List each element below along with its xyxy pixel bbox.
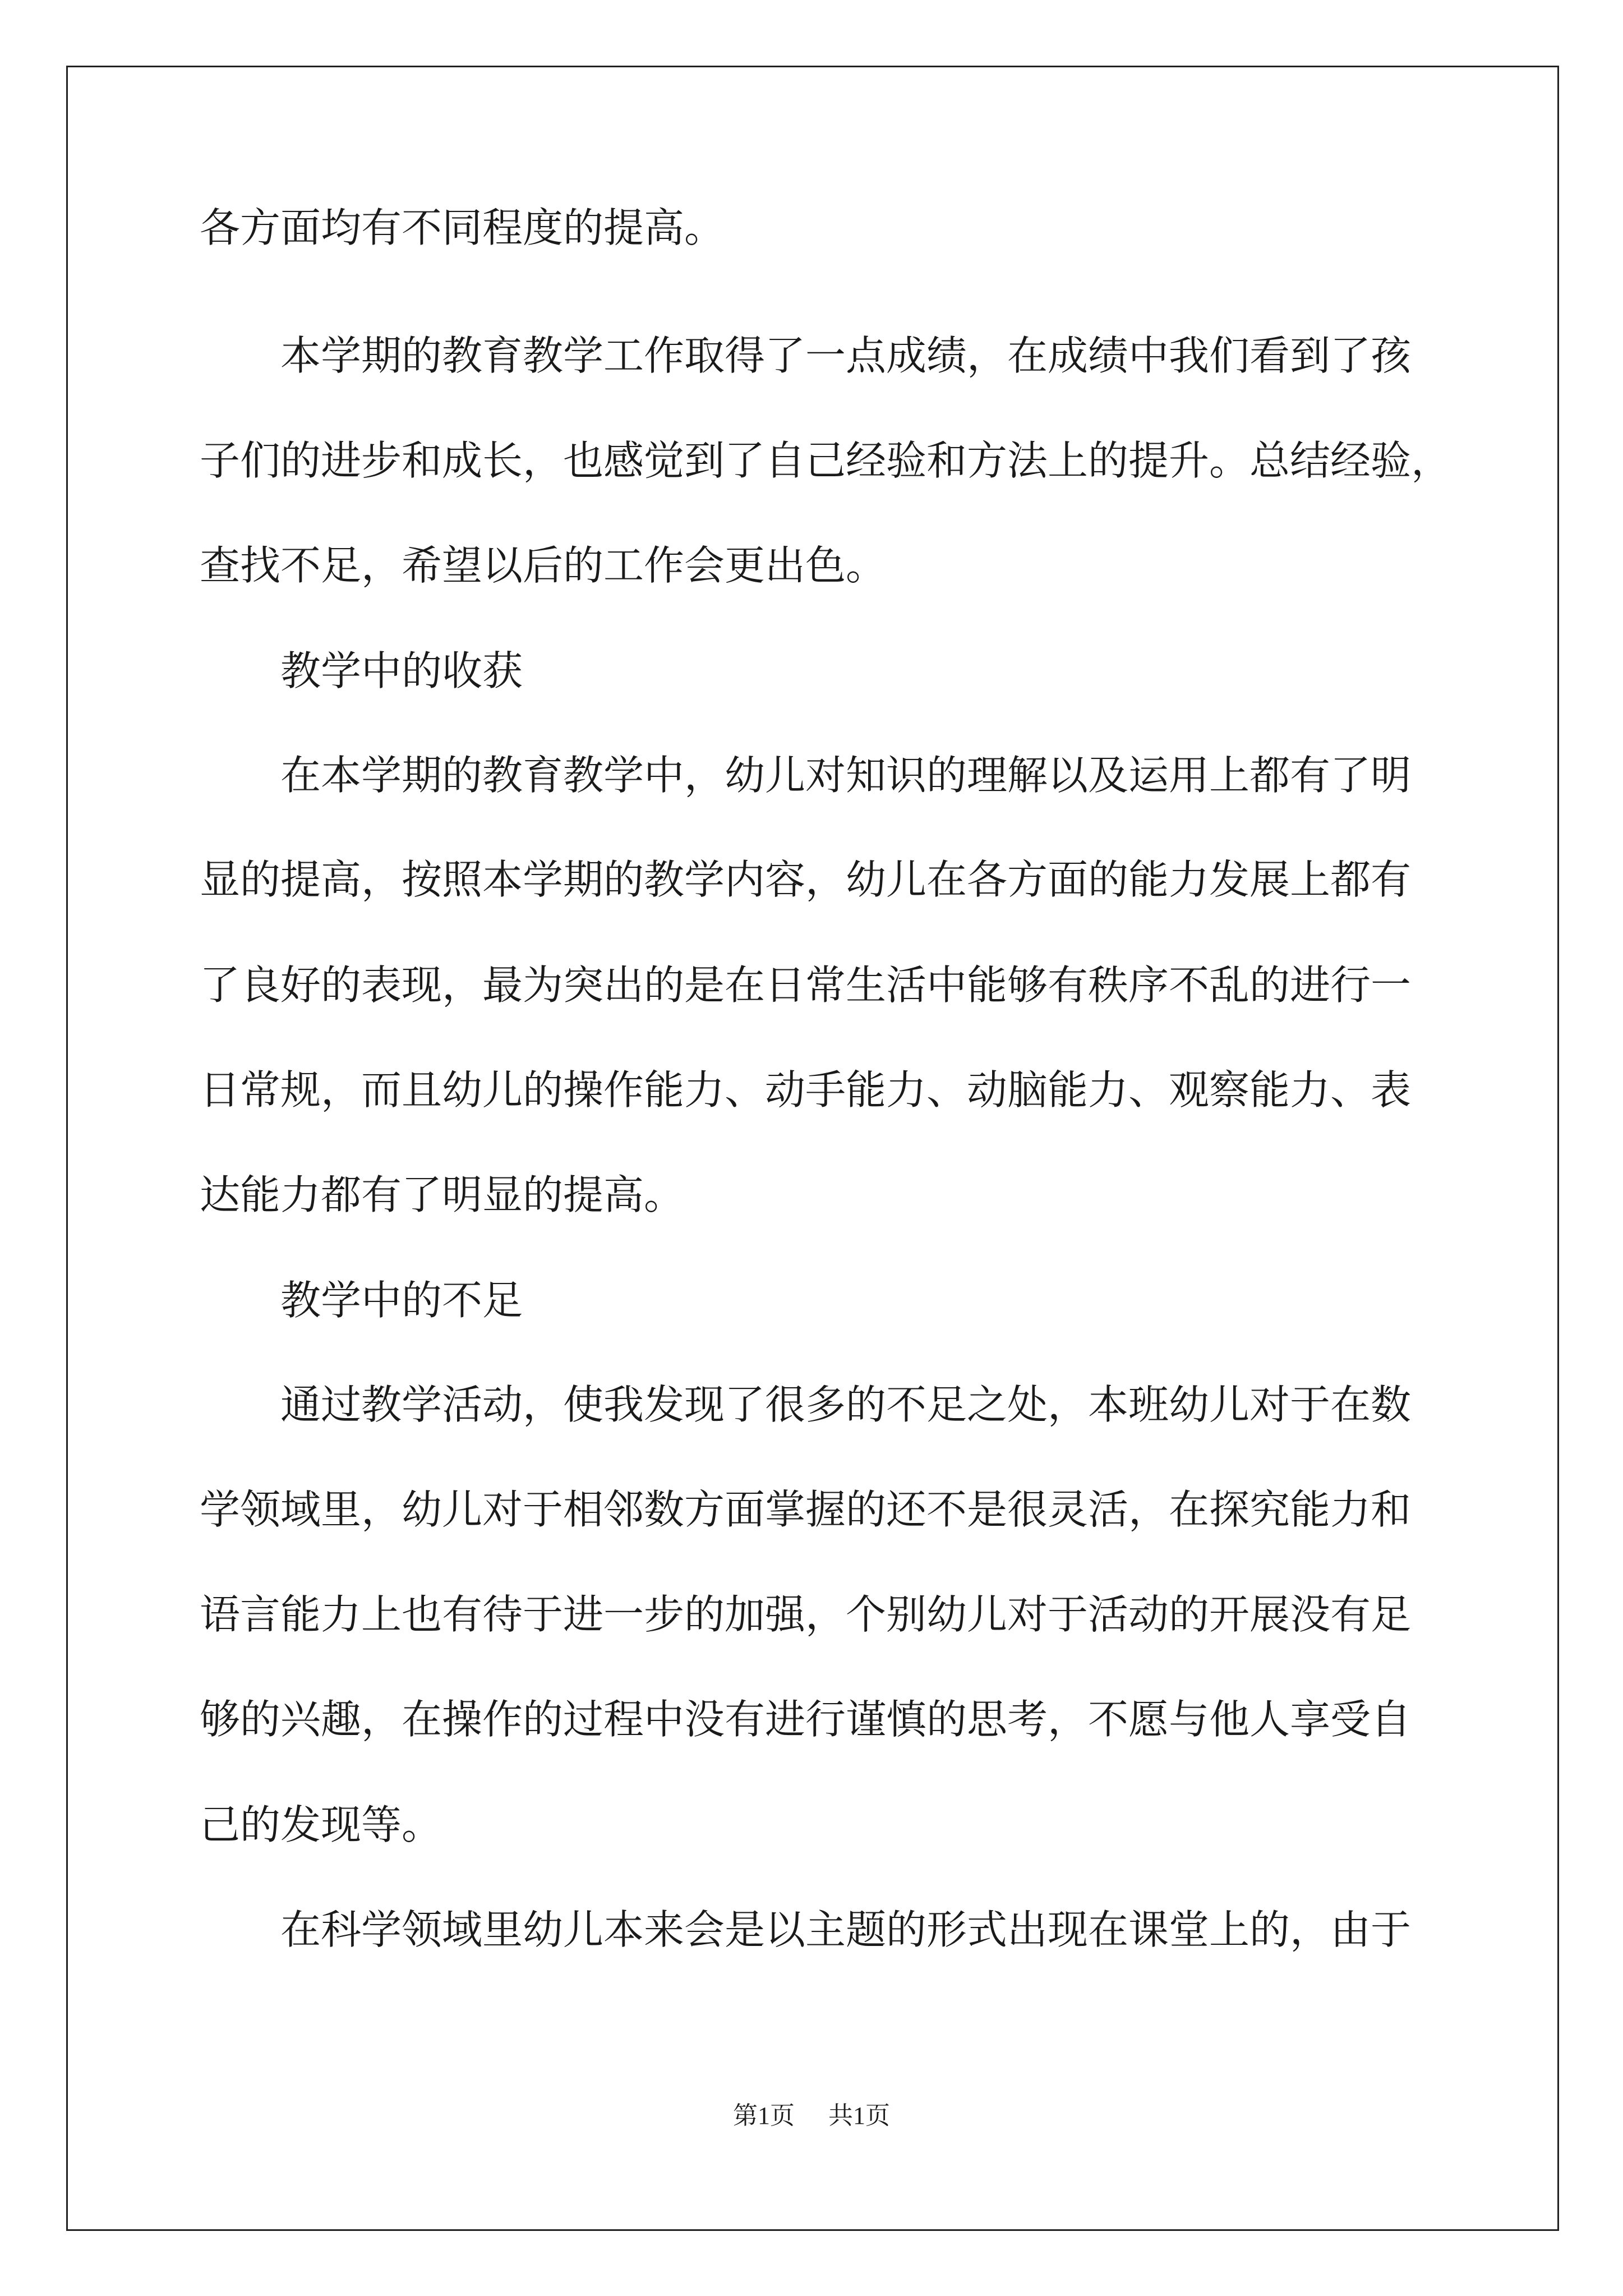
text-line: 通过教学活动，使我发现了很多的不足之处，本班幼儿对于在数 [280,1381,1412,1428]
text-line: 学领域里，幼儿对于相邻数方面掌握的还不是很灵活，在探究能力和 [200,1486,1412,1533]
page-number: 第1页 [733,2102,795,2129]
text-line: 在本学期的教育教学中，幼儿对知识的理解以及运用上都有了明 [280,752,1412,799]
text-line: 了良好的表现，最为突出的是在日常生活中能够有秩序不乱的进行一 [200,961,1412,1009]
text-line: 子们的进步和成长，也感觉到了自己经验和方法上的提升。总结经验， [200,437,1452,484]
page-total: 共1页 [828,2102,890,2129]
text-line: 各方面均有不同程度的提高。 [200,204,725,251]
text-line: 达能力都有了明显的提高。 [200,1171,685,1218]
section-heading: 教学中的不足 [280,1277,523,1324]
text-line: 查找不足，希望以后的工作会更出色。 [200,542,887,589]
text-line: 够的兴趣，在操作的过程中没有进行谨慎的思考，不愿与他人享受自 [200,1696,1412,1743]
text-line: 语言能力上也有待于进一步的加强，个别幼儿对于活动的开展没有足 [200,1591,1412,1638]
text-line: 显的提高，按照本学期的教学内容，幼儿在各方面的能力发展上都有 [200,856,1412,903]
page-footer [0,2095,1623,2131]
text-line: 本学期的教育教学工作取得了一点成绩，在成绩中我们看到了孩 [280,332,1412,379]
text-line: 在科学领域里幼儿本来会是以主题的形式出现在课堂上的，由于 [280,1906,1412,1953]
text-line: 日常规，而且幼儿的操作能力、动手能力、动脑能力、观察能力、表 [200,1066,1412,1114]
section-heading: 教学中的收获 [280,647,523,694]
text-line: 己的发现等。 [200,1801,442,1848]
